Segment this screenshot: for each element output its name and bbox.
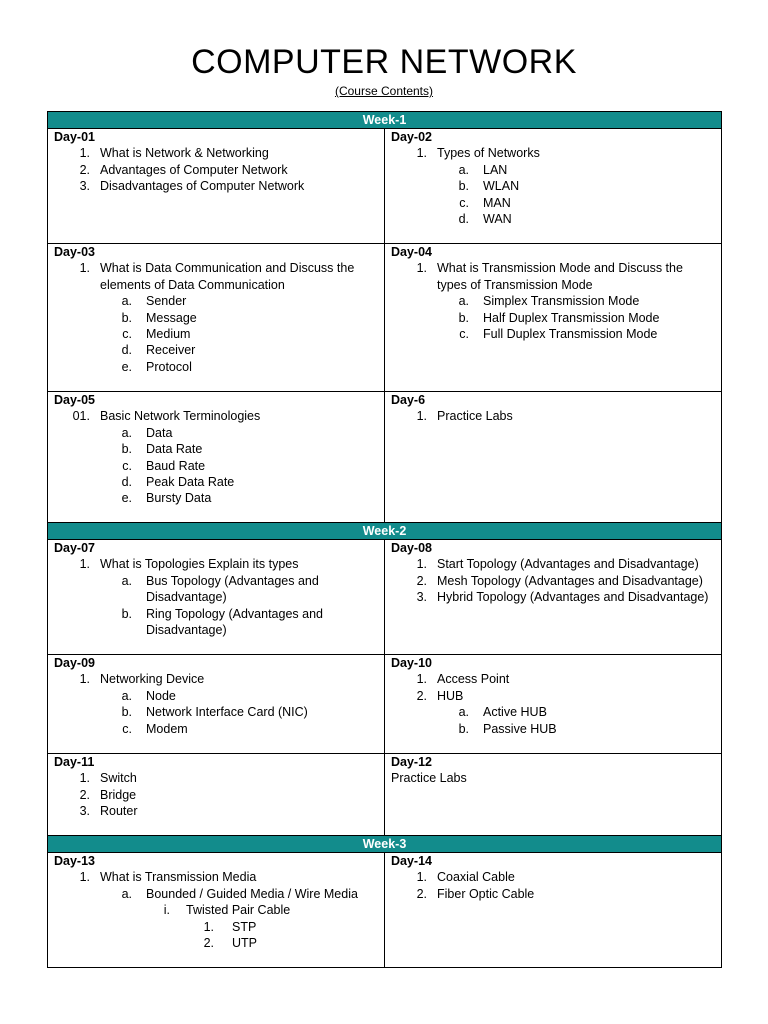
list-item: b. Data Rate <box>121 442 203 457</box>
list-item: e. Bursty Data <box>121 491 212 506</box>
list-item: 2. Bridge <box>79 787 137 802</box>
day-01-cell <box>48 129 385 244</box>
day-13-cell <box>48 853 385 968</box>
list-item: a. LAN <box>458 162 508 177</box>
list-item: i. Twisted Pair Cable <box>163 903 291 918</box>
list-item: 1. Start Topology (Advantages and Disadvantage) <box>416 557 699 572</box>
list-item: a. Simplex Transmission Mode <box>458 294 640 309</box>
list-item: 1. Access Point <box>416 672 510 687</box>
list-item: 2. UTP <box>203 936 257 951</box>
course-contents-table <box>47 111 722 968</box>
list-item: c. MAN <box>459 195 511 210</box>
day-label: Day-01 <box>54 130 95 144</box>
list-item: 2. HUB <box>416 688 464 703</box>
list-item: b. WLAN <box>458 179 520 194</box>
day-09-cell <box>48 655 385 754</box>
day-label: Day-03 <box>54 245 95 259</box>
day-04-cell <box>385 244 722 392</box>
list-item: 1. What is Topologies Explain its types <box>79 557 299 572</box>
list-item: d. WAN <box>458 212 512 227</box>
list-item: a. Active HUB <box>458 705 547 720</box>
list-item: 2. Advantages of Computer Network <box>79 162 288 177</box>
list-item: c. Baud Rate <box>122 458 206 473</box>
list-item: 1. What is Data Communication and Discuss the elements of Data Communication <box>79 261 355 292</box>
page-subtitle: (Course Contents) <box>334 84 434 98</box>
list-item: b. Half Duplex Transmission Mode <box>458 310 660 325</box>
list-item: b. Network Interface Card (NIC) <box>121 705 308 720</box>
list-item: d. Receiver <box>121 343 196 358</box>
list-item: 3. Router <box>79 804 138 819</box>
day-label: Day-10 <box>391 656 432 670</box>
page-title: COMPUTER NETWORK <box>191 43 577 81</box>
list-item: 1. Types of Networks <box>416 146 540 161</box>
day-label: Day-07 <box>54 541 95 555</box>
day-label: Day-02 <box>391 130 432 144</box>
week-1-header: Week-1 <box>48 112 722 129</box>
list-item: a. Bus Topology (Advantages and Disadvantage) <box>121 573 319 605</box>
list-item: b. Ring Topology (Advantages and Disadvantage) <box>121 606 323 638</box>
day-label: Day-05 <box>54 393 95 407</box>
list-item: 3. Hybrid Topology (Advantages and Disadvantage) <box>416 590 709 605</box>
day-08-cell <box>385 540 722 655</box>
list-item: 1. What is Network & Networking <box>79 146 269 161</box>
list-item: a. Bounded / Guided Media / Wire Media <box>121 886 358 901</box>
list-item: c. Medium <box>122 327 191 342</box>
day-text: Practice Labs <box>391 771 467 786</box>
list-item: c. Full Duplex Transmission Mode <box>459 327 658 342</box>
day-10-cell <box>385 655 722 754</box>
week-3-header: Week-3 <box>48 836 722 853</box>
list-item: a. Node <box>121 688 176 703</box>
day-11-cell <box>48 754 385 836</box>
list-item: b. Message <box>121 310 197 325</box>
list-item: 1. Switch <box>79 771 137 786</box>
list-item: 1. Practice Labs <box>416 409 513 424</box>
day-6-cell <box>385 392 722 523</box>
day-label: Day-12 <box>391 755 432 769</box>
list-item: 1. Coaxial Cable <box>416 870 515 885</box>
day-12-cell <box>385 754 722 836</box>
list-item: b. Passive HUB <box>458 721 557 736</box>
day-07-cell <box>48 540 385 655</box>
list-item: 1. STP <box>203 919 257 934</box>
list-item: 2. Fiber Optic Cable <box>416 886 535 901</box>
day-05-cell <box>48 392 385 523</box>
list-item: 1. What is Transmission Mode and Discuss the types of Transmission Mode <box>416 261 683 292</box>
day-02-cell <box>385 129 722 244</box>
list-item: 2. Mesh Topology (Advantages and Disadvantage) <box>416 573 703 588</box>
list-item: 1. Networking Device <box>79 672 205 687</box>
list-item: e. Protocol <box>121 359 192 374</box>
day-label: Day-08 <box>391 541 432 555</box>
day-label: Day-09 <box>54 656 95 670</box>
list-item: a. Sender <box>121 294 187 309</box>
list-item: c. Modem <box>122 721 188 736</box>
week-2-header: Week-2 <box>48 523 722 540</box>
day-label: Day-04 <box>391 245 432 259</box>
day-label: Day-11 <box>54 755 95 769</box>
day-label: Day-14 <box>391 854 432 868</box>
day-label: Day-13 <box>54 854 95 868</box>
list-item: a. Data <box>121 425 173 440</box>
day-label: Day-6 <box>391 393 426 407</box>
list-item: 3. Disadvantages of Computer Network <box>79 179 305 194</box>
list-item: 01. Basic Network Terminologies <box>72 409 261 424</box>
day-14-cell <box>385 853 722 968</box>
list-item: 1. What is Transmission Media <box>79 870 257 885</box>
list-item: d. Peak Data Rate <box>121 475 235 490</box>
day-03-cell <box>48 244 385 392</box>
